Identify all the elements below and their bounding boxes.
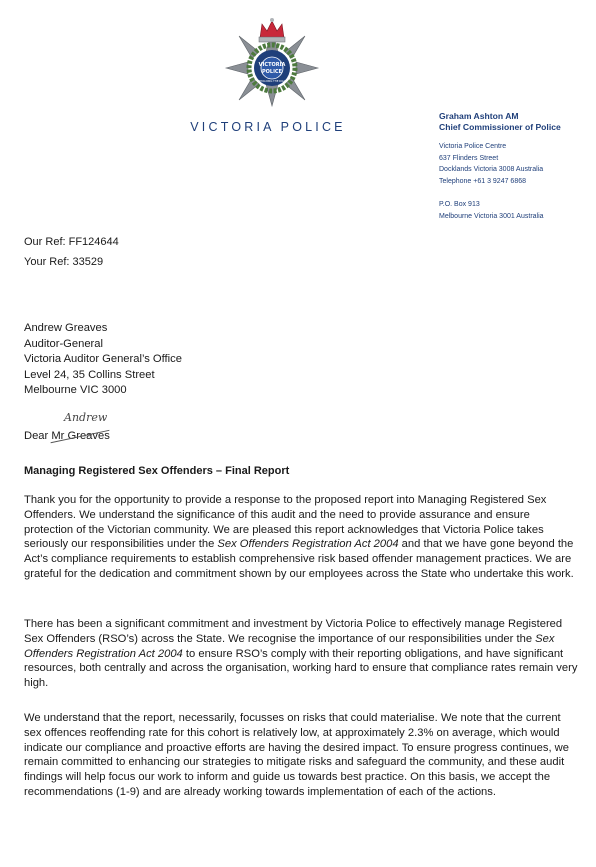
your-reference: Your Ref: 33529 xyxy=(24,256,104,268)
recipient-title: Auditor-General xyxy=(24,337,103,350)
organisation-name: VICTORIA POLICE xyxy=(190,120,346,134)
po-box-line: P.O. Box 913 xyxy=(439,201,480,208)
body-paragraph-3: We understand that the report, necessarily, focusses on risks that could materialise. We note that the current sex offences reoffending rate for this cohort is relatively low, at approximately 2.3% on average, which would indicate our compliance and proactive efforts are having the desired impact. To ensure progress continues, we remain committed to enhancing our strategies to mitigate risks and safeguard the community, and these audit findings will help focus our work to inform and guide us towards best practice. On this basis, we accept the recommendations (1-9) and are already working towards implementation of each of the actions. xyxy=(24,712,569,798)
address-line: Docklands Victoria 3008 Australia xyxy=(439,166,544,173)
recipient-name: Andrew Greaves xyxy=(24,322,108,334)
sender-title: Chief Commissioner of Police xyxy=(439,122,561,132)
act-title: Sex Offenders Registration Act 2004 xyxy=(217,538,399,551)
body-paragraph-2: There has been a significant commitment and investment by Victoria Police to effectively manage Registered Sex Offenders (RSO’s) across the State. We recognise the importance of our responsibilities under the Sex Offenders Registration Act 2004 to ensure RSO’s comply with their reporting obligations, and have significant resources, both centrally and across the organisation, working hard to ensure that compliance rates remain very high. xyxy=(24,618,578,690)
logo-motto: UPHOLDING THE RIGHT xyxy=(256,80,288,83)
recipient-address xyxy=(24,321,182,399)
recipient-street: Level 24, 35 Collins Street xyxy=(24,368,155,381)
victoria-police-logo xyxy=(222,14,322,112)
sender-name: Graham Ashton AM xyxy=(439,111,519,121)
recipient-city: Melbourne VIC 3000 xyxy=(24,384,127,396)
recipient-office: Victoria Auditor General’s Office xyxy=(24,353,182,365)
address-line: Victoria Police Centre xyxy=(439,143,507,150)
salutation xyxy=(24,430,110,442)
letter-subject: Managing Registered Sex Offenders – Final Report xyxy=(24,465,290,477)
sender-block xyxy=(439,111,589,222)
act-title: Sex Offenders Registration Act 2004 xyxy=(24,632,555,660)
police-star-emblem-icon xyxy=(222,14,322,112)
logo-text-police: POLICE xyxy=(261,69,283,75)
body-paragraph-1: Thank you for the opportunity to provide a response to the proposed report into Managing Registered Sex Offenders. We understand the significance of this audit and the need to provide assurance and ensure protection of the Victorian community. We are pleased this report acknowledges that Victoria Police takes seriously our responsibilities under the Sex Offenders Registration Act 2004 and that we have gone beyond the Act’s compliance requirements to establish comprehensive risk based offender management practices. We are grateful for the dedication and commitment shown by our employees across the State who undertake this work. xyxy=(24,494,574,580)
salutation-prefix: Dear xyxy=(24,430,52,442)
logo-text-victoria: VICTORIA xyxy=(258,62,286,68)
struck-recipient-name: Mr Greaves xyxy=(51,430,110,442)
our-reference: Our Ref: FF124644 xyxy=(24,236,119,248)
handwritten-first-name: Andrew xyxy=(64,411,108,424)
address-line: 637 Flinders Street xyxy=(439,154,499,162)
sender-address xyxy=(439,141,589,187)
telephone-line: Telephone +61 3 9247 6868 xyxy=(439,177,526,185)
crown-icon xyxy=(259,18,285,42)
po-city-line: Melbourne Victoria 3001 Australia xyxy=(439,212,544,220)
postal-address xyxy=(439,199,589,222)
